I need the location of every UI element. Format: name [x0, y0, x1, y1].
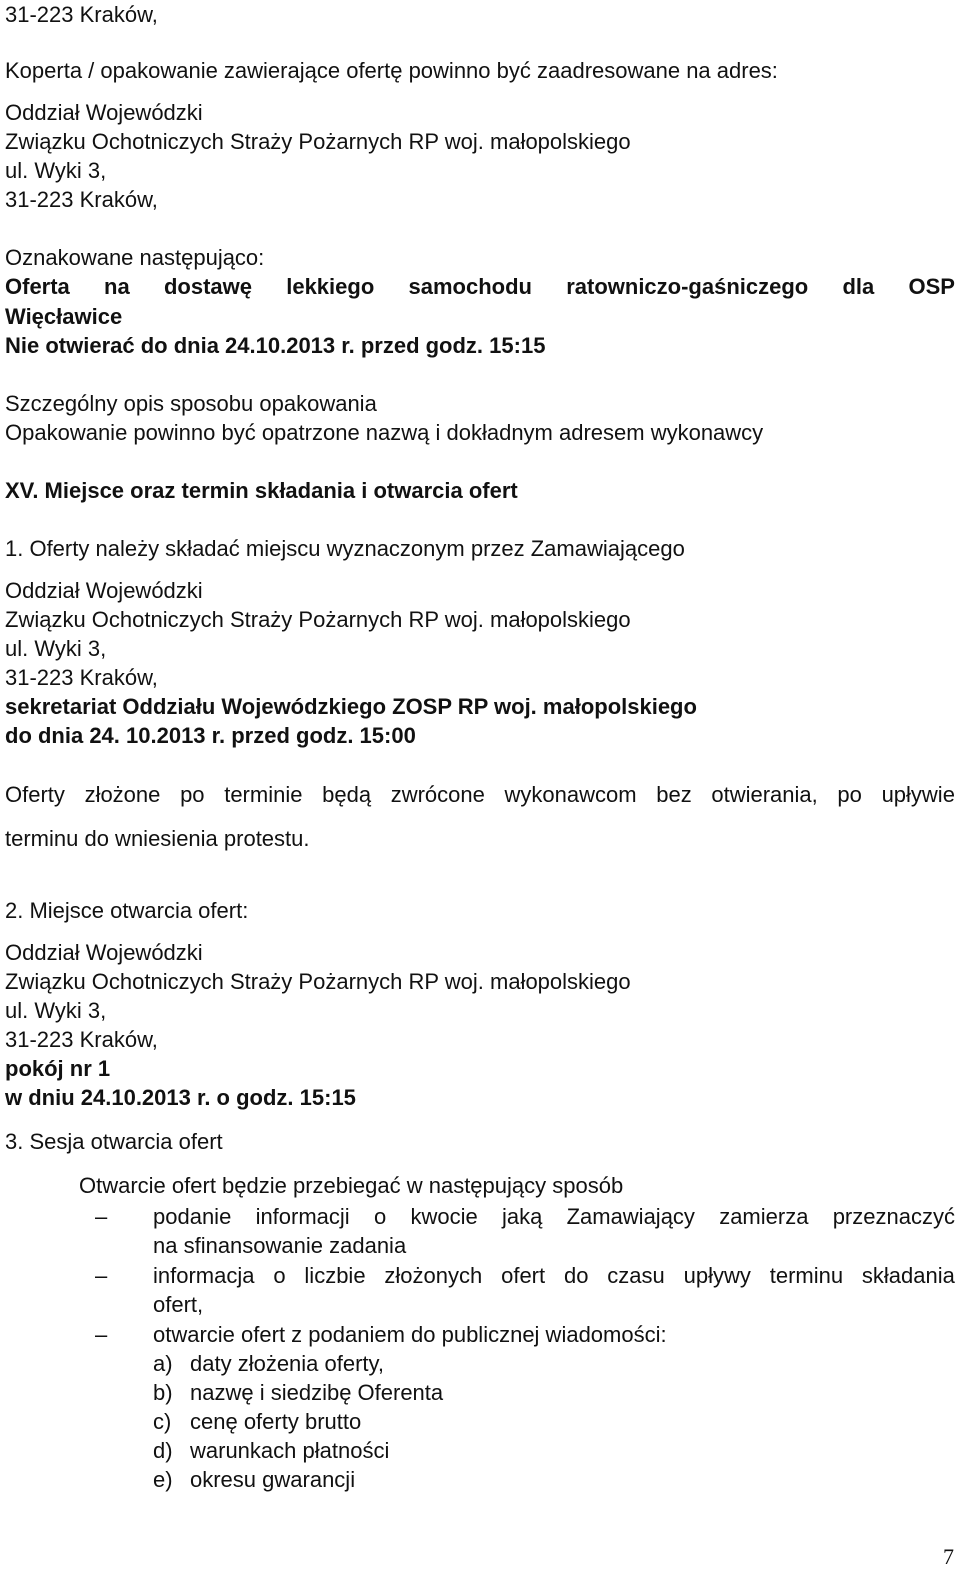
late-offers-word: otwierania, [711, 782, 818, 807]
bullet-word: liczbie [304, 1263, 366, 1288]
late-offers-word: po [180, 782, 205, 807]
bullet-dash: – [95, 1204, 108, 1229]
sub-item-text: cenę oferty brutto [190, 1409, 362, 1434]
marking-offer-line [5, 274, 955, 300]
marking-word: samochodu [408, 274, 532, 299]
bullet-word: zamierza [719, 1204, 809, 1229]
bullet-word: upływy [683, 1263, 751, 1288]
bullet-2-line-1 [153, 1263, 955, 1289]
bullet-word: Zamawiający [566, 1204, 695, 1229]
bullet-word: przeznaczyć [832, 1204, 955, 1229]
sub-item-mark: b) [153, 1380, 173, 1405]
bullet-dash: – [95, 1263, 108, 1288]
marking-word: OSP [908, 274, 955, 299]
sub-item-mark: d) [153, 1438, 173, 1463]
bullet-1-line-2: na sfinansowanie zadania [153, 1233, 407, 1258]
bullet-2-line-2: ofert, [153, 1292, 204, 1317]
marking-word: Oferta [5, 274, 70, 299]
sub-item-text: okresu gwarancji [190, 1467, 356, 1492]
opening-address-line-2: Związku Ochotniczych Straży Pożarnych RP woj. małopolskiego [5, 969, 631, 994]
bullet-word: jaką [501, 1204, 543, 1229]
bullet-word: terminu [769, 1263, 844, 1288]
opening-address-line-3: ul. Wyki 3, [5, 998, 107, 1023]
bullet-word: informacja [153, 1263, 255, 1288]
page-number: 7 [943, 1544, 954, 1569]
session-intro: Otwarcie ofert będzie przebiegać w następujący sposób [79, 1173, 624, 1198]
bullet-1-line-1 [153, 1204, 955, 1230]
bullet-word: ofert [501, 1263, 546, 1288]
late-offers-word: wykonawcom [504, 782, 637, 807]
opening-address-line-1: Oddział Wojewódzki [5, 940, 203, 965]
packaging-title: Szczególny opis sposobu opakowania [5, 391, 377, 416]
packaging-text: Opakowanie powinno być opatrzone nazwą i dokładnym adresem wykonawcy [5, 420, 764, 445]
opening-date: w dniu 24.10.2013 r. o godz. 15:15 [5, 1085, 356, 1110]
bullet-word: o [273, 1263, 286, 1288]
sub-item-mark: c) [153, 1409, 172, 1434]
submission-address-line-3: ul. Wyki 3, [5, 636, 107, 661]
bullet-dash: – [95, 1322, 108, 1347]
secretariat-line: sekretariat Oddziału Wojewódzkiego ZOSP RP woj. małopolskiego [5, 694, 697, 719]
late-offers-word: terminie [224, 782, 303, 807]
sub-item-mark: a) [153, 1351, 173, 1376]
marking-place: Więcławice [5, 304, 123, 329]
bullet-word: złożonych [384, 1263, 483, 1288]
late-offers-word: złożone [84, 782, 161, 807]
envelope-address-line-2: Związku Ochotniczych Straży Pożarnych RP woj. małopolskiego [5, 129, 631, 154]
bullet-word: informacji [255, 1204, 350, 1229]
late-offers-word: Oferty [5, 782, 65, 807]
marking-do-not-open: Nie otwierać do dnia 24.10.2013 r. przed godz. 15:15 [5, 333, 546, 358]
envelope-address-line-4: 31-223 Kraków, [5, 187, 158, 212]
bullet-word: składania [861, 1263, 955, 1288]
marking-word: lekkiego [286, 274, 375, 299]
bullet-word: czasu [607, 1263, 665, 1288]
marking-word: dostawę [163, 274, 252, 299]
late-offers-word: będą [322, 782, 372, 807]
item-3: 3. Sesja otwarcia ofert [5, 1129, 223, 1154]
marking-word: ratowniczo-gaśniczego [566, 274, 809, 299]
bullet-word: o [373, 1204, 387, 1229]
section-heading: XV. Miejsce oraz termin składania i otwarcia ofert [5, 478, 518, 503]
bullet-word: do [563, 1263, 589, 1288]
sub-item-text: nazwę i siedzibę Oferenta [190, 1380, 444, 1405]
sub-item-text: daty złożenia oferty, [190, 1351, 385, 1376]
opening-address-line-4: 31-223 Kraków, [5, 1027, 158, 1052]
sub-item-mark: e) [153, 1467, 173, 1492]
late-offers-line-1 [5, 782, 955, 808]
envelope-intro: Koperta / opakowanie zawierające ofertę powinno być zaadresowane na adres: [5, 58, 778, 83]
room-number: pokój nr 1 [5, 1056, 111, 1081]
submission-deadline: do dnia 24. 10.2013 r. przed godz. 15:00 [5, 723, 416, 748]
submission-address-line-1: Oddział Wojewódzki [5, 578, 203, 603]
sub-item-text: warunkach płatności [190, 1438, 390, 1463]
bullet-word: kwocie [410, 1204, 478, 1229]
late-offers-line-2: terminu do wniesienia protestu. [5, 826, 310, 851]
late-offers-word: upływie [881, 782, 955, 807]
envelope-address-line-3: ul. Wyki 3, [5, 158, 107, 183]
envelope-address-line-1: Oddział Wojewódzki [5, 100, 203, 125]
submission-address-line-2: Związku Ochotniczych Straży Pożarnych RP woj. małopolskiego [5, 607, 631, 632]
bullet-3: otwarcie ofert z podaniem do publicznej wiadomości: [153, 1322, 667, 1347]
late-offers-word: po [837, 782, 862, 807]
bullet-word: podanie [153, 1204, 232, 1229]
marking-word: na [104, 274, 130, 299]
item-1: 1. Oferty należy składać miejscu wyznaczonym przez Zamawiającego [5, 536, 685, 561]
submission-address-line-4: 31-223 Kraków, [5, 665, 158, 690]
marking-word: dla [842, 274, 875, 299]
marking-label: Oznakowane następująco: [5, 245, 265, 270]
late-offers-word: zwrócone [390, 782, 485, 807]
address-city-line: 31-223 Kraków, [5, 2, 158, 27]
late-offers-word: bez [656, 782, 692, 807]
item-2: 2. Miejsce otwarcia ofert: [5, 898, 249, 923]
